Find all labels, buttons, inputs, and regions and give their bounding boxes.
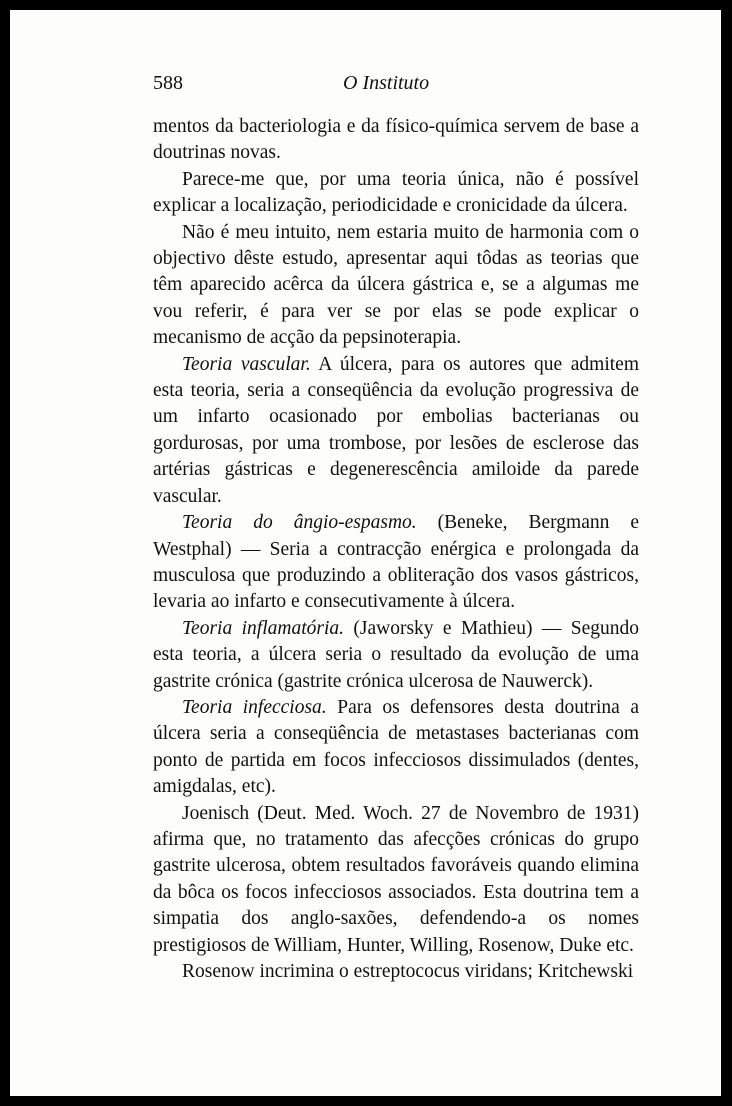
section-lead: Teoria infecciosa. (182, 696, 327, 718)
paragraph (153, 352, 639, 510)
paragraph-text: Joenisch (Deut. Med. Woch. 27 de Novembro de 1931) afirma que, no tratamento das afecções crónicas do grupo gastrite ulcerosa, obtem resultados favoráveis quando elimina da bôca os focos infecciosos associados. Esta doutrina tem a simpatia dos anglo-saxões, defendendo-a os nomes prestigiosos de William, Hunter, Willing, Rosenow, Duke etc. (153, 802, 639, 956)
paragraph (153, 510, 639, 616)
paragraph (153, 801, 639, 959)
paragraph-text: A úlcera, para os autores que admitem esta teoria, seria a conseqüência da evolução progressiva de um infarto ocasionado por embolias bacterianas ou gordurosas, por uma trombose, por lesões de esclerose das artérias gástricas e degenerescência amiloide da parede vascular. (153, 353, 639, 507)
paragraph (153, 167, 639, 220)
paragraph-text: (Jaworsky e Mathieu) — Segundo esta teoria, a úlcera seria o resultado da evolução de uma gastrite crónica (gastrite crónica ulcerosa de Nauwerck). (153, 617, 639, 692)
paragraph-text: Não é meu intuito, nem estaria muito de harmonia com o objectivo dêste estudo, apresentar aqui tôdas as teorias que têm aparecido acêrca da úlcera gástrica e, se a algumas me vou referir, é para ver se por elas se pode explicar o mecanismo de acção da pepsinoterapia. (153, 221, 639, 349)
body-text (153, 114, 639, 985)
paragraph (153, 114, 639, 167)
paragraph-text: Parece-me que, por uma teoria única, não é possível explicar a localização, periodicidade e cronicidade da úlcera. (153, 168, 639, 217)
book-page (10, 10, 721, 1096)
running-title: O Instituto (343, 72, 430, 94)
paragraph-text: (Beneke, Bergmann e Westphal) — Seria a contracção enérgica e prolongada da musculosa que produzindo a obliteração dos vasos gástricos, levaria ao infarto e consecutivamente à úlcera. (153, 512, 639, 613)
paragraph (153, 695, 639, 801)
paragraph (153, 220, 639, 352)
section-lead: Teoria inflamatória. (182, 617, 344, 639)
paragraph (153, 959, 639, 985)
paragraph-text: Para os defensores desta doutrina a úlcera seria a conseqüência de metastases bacterianas com ponto de partida em focos infecciosos dissimulados (dentes, amigdalas, etc). (153, 696, 639, 798)
paragraph (153, 616, 639, 695)
paragraph-text: mentos da bacteriologia e da físico-química servem de base a doutrinas novas. (153, 116, 639, 164)
page-number: 588 (153, 72, 183, 94)
page-header (153, 72, 639, 102)
section-lead: Teoria vascular. (182, 353, 311, 375)
paragraph-text: Rosenow incrimina o estreptococus viridans; Kritchewski (182, 961, 634, 982)
section-lead: Teoria do ângio-espasmo. (182, 512, 417, 534)
